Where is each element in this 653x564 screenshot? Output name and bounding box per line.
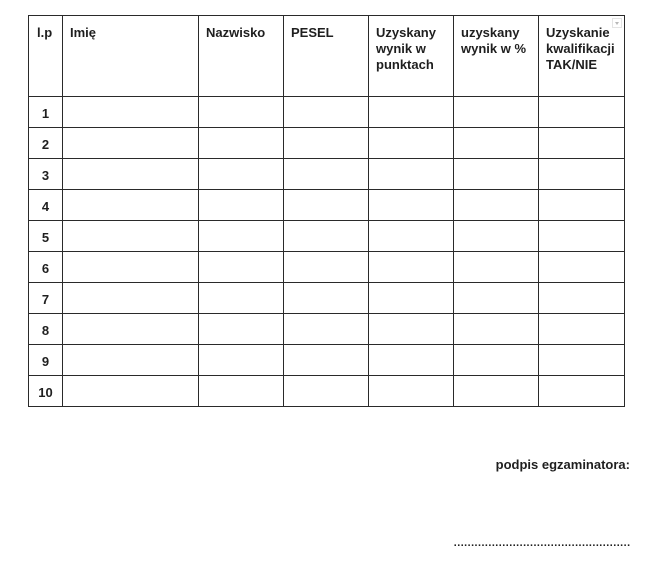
row-number: 8 — [29, 314, 63, 345]
header-imie: Imię — [63, 16, 199, 97]
table-row — [29, 252, 625, 283]
chevron-down-icon[interactable] — [612, 18, 622, 28]
nazwisko-cell[interactable] — [199, 345, 284, 376]
header-lp: l.p — [29, 16, 63, 97]
pesel-cell[interactable] — [284, 159, 369, 190]
pesel-cell[interactable] — [284, 221, 369, 252]
kwalifikacja-cell[interactable] — [539, 97, 625, 128]
table-row — [29, 221, 625, 252]
kwalifikacja-cell[interactable] — [539, 314, 625, 345]
pesel-cell[interactable] — [284, 283, 369, 314]
table-row — [29, 345, 625, 376]
header-nazwisko: Nazwisko — [199, 16, 284, 97]
row-number: 2 — [29, 128, 63, 159]
wynik-punkty-cell[interactable] — [369, 97, 454, 128]
imie-cell[interactable] — [63, 283, 199, 314]
table-body — [29, 97, 625, 407]
wynik-punkty-cell[interactable] — [369, 252, 454, 283]
nazwisko-cell[interactable] — [199, 159, 284, 190]
kwalifikacja-cell[interactable] — [539, 221, 625, 252]
table-row — [29, 159, 625, 190]
nazwisko-cell[interactable] — [199, 128, 284, 159]
kwalifikacja-cell[interactable] — [539, 376, 625, 407]
imie-cell[interactable] — [63, 128, 199, 159]
wynik-procent-cell[interactable] — [454, 376, 539, 407]
imie-cell[interactable] — [63, 190, 199, 221]
kwalifikacja-cell[interactable] — [539, 190, 625, 221]
pesel-cell[interactable] — [284, 190, 369, 221]
table-row — [29, 128, 625, 159]
header-kwalifikacja — [539, 16, 625, 97]
header-wynik-procent: uzyskany wynik w % — [454, 16, 539, 97]
table-row — [29, 190, 625, 221]
row-number: 4 — [29, 190, 63, 221]
row-number: 6 — [29, 252, 63, 283]
wynik-punkty-cell[interactable] — [369, 221, 454, 252]
imie-cell[interactable] — [63, 159, 199, 190]
wynik-punkty-cell[interactable] — [369, 283, 454, 314]
header-pesel: PESEL — [284, 16, 369, 97]
nazwisko-cell[interactable] — [199, 283, 284, 314]
row-number: 3 — [29, 159, 63, 190]
nazwisko-cell[interactable] — [199, 314, 284, 345]
wynik-procent-cell[interactable] — [454, 252, 539, 283]
imie-cell[interactable] — [63, 221, 199, 252]
imie-cell[interactable] — [63, 345, 199, 376]
wynik-punkty-cell[interactable] — [369, 190, 454, 221]
kwalifikacja-cell[interactable] — [539, 128, 625, 159]
wynik-punkty-cell[interactable] — [369, 314, 454, 345]
row-number: 5 — [29, 221, 63, 252]
wynik-punkty-cell[interactable] — [369, 376, 454, 407]
wynik-procent-cell[interactable] — [454, 345, 539, 376]
nazwisko-cell[interactable] — [199, 97, 284, 128]
wynik-procent-cell[interactable] — [454, 97, 539, 128]
pesel-cell[interactable] — [284, 376, 369, 407]
row-number: 7 — [29, 283, 63, 314]
nazwisko-cell[interactable] — [199, 221, 284, 252]
wynik-procent-cell[interactable] — [454, 128, 539, 159]
table-row — [29, 376, 625, 407]
imie-cell[interactable] — [63, 376, 199, 407]
nazwisko-cell[interactable] — [199, 376, 284, 407]
wynik-procent-cell[interactable] — [454, 283, 539, 314]
signature-line: …………………………………………… — [453, 537, 630, 549]
imie-cell[interactable] — [63, 314, 199, 345]
imie-cell[interactable] — [63, 97, 199, 128]
row-number: 1 — [29, 97, 63, 128]
header-row — [29, 16, 625, 97]
header-wynik-punkty: Uzyskany wynik w punktach — [369, 16, 454, 97]
wynik-procent-cell[interactable] — [454, 159, 539, 190]
kwalifikacja-cell[interactable] — [539, 159, 625, 190]
nazwisko-cell[interactable] — [199, 252, 284, 283]
pesel-cell[interactable] — [284, 97, 369, 128]
pesel-cell[interactable] — [284, 345, 369, 376]
wynik-procent-cell[interactable] — [454, 190, 539, 221]
wynik-punkty-cell[interactable] — [369, 159, 454, 190]
wynik-punkty-cell[interactable] — [369, 345, 454, 376]
imie-cell[interactable] — [63, 252, 199, 283]
wynik-procent-cell[interactable] — [454, 221, 539, 252]
wynik-punkty-cell[interactable] — [369, 128, 454, 159]
kwalifikacja-cell[interactable] — [539, 283, 625, 314]
nazwisko-cell[interactable] — [199, 190, 284, 221]
table-row — [29, 283, 625, 314]
table-row — [29, 314, 625, 345]
wynik-procent-cell[interactable] — [454, 314, 539, 345]
pesel-cell[interactable] — [284, 314, 369, 345]
row-number: 10 — [29, 376, 63, 407]
table-row — [29, 97, 625, 128]
results-table — [28, 15, 625, 407]
kwalifikacja-cell[interactable] — [539, 345, 625, 376]
header-kwalifikacja-label: Uzyskanie kwalifikacji TAK/NIE — [546, 25, 615, 72]
kwalifikacja-cell[interactable] — [539, 252, 625, 283]
pesel-cell[interactable] — [284, 252, 369, 283]
pesel-cell[interactable] — [284, 128, 369, 159]
row-number: 9 — [29, 345, 63, 376]
signature-label: podpis egzaminatora: — [495, 457, 630, 472]
